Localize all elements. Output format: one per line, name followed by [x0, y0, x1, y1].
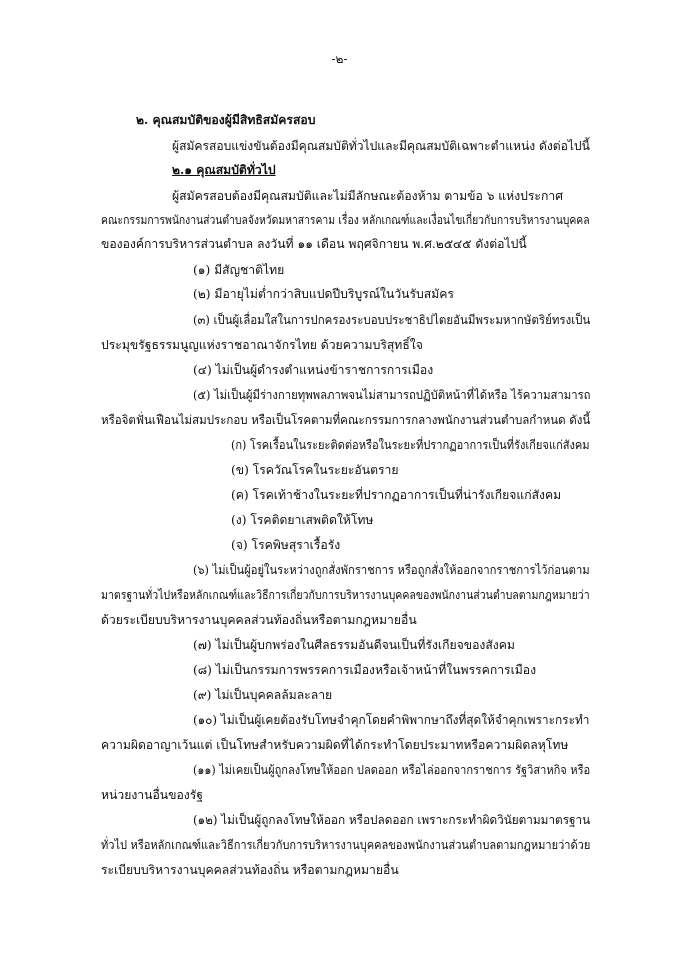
- text-line: ประมุขรัฐธรรมนูญแห่งราชอาณาจักรไทย ด้วยความบริสุทธิ์ใจ: [101, 338, 423, 352]
- subsection-heading: ๒.๑ คุณสมบัติทั่วไป: [172, 163, 276, 177]
- text-line: ระเบียบบริหารงานบุคคลส่วนท้องถิ่น หรือตามกฎหมายอื่น: [101, 863, 399, 877]
- list-item: (๘) ไม่เป็นกรรมการพรรคการเมืองหรือเจ้าหน้าที่ในพรรคการเมือง: [193, 663, 537, 677]
- list-item: (๑) มีสัญชาติไทย: [193, 263, 285, 277]
- list-item: (๖) ไม่เป็นผู้อยู่ในระหว่างถูกสั่งพักราชการ หรือถูกสั่งให้ออกจากราชการไว้ก่อนตาม: [193, 563, 590, 577]
- sub-list-item: (ค) โรคเท้าช้างในระยะที่ปรากฏอาการเป็นที่น่ารังเกียจแก่สังคม: [231, 488, 562, 502]
- page-number: -๒-: [331, 52, 348, 66]
- text-line: หรือจิตฟั่นเฟือนไม่สมประกอบ หรือเป็นโรคตามที่คณะกรรมการกลางพนักงานส่วนตำบลกำหนด ดังนี้: [101, 413, 591, 427]
- text-line: ทั่วไป หรือหลักเกณฑ์และวิธีการเกี่ยวกับการบริหารงานบุคคลของพนักงานส่วนตำบลตามกฎหมายว่าด้วย: [101, 838, 591, 852]
- list-item: (๕) ไม่เป็นผู้มีร่างกายทุพพลภาพจนไม่สามารถปฏิบัติหน้าที่ได้หรือ ไร้ความสามารถ: [193, 388, 591, 402]
- list-item: (๙) ไม่เป็นบุคคลล้มละลาย: [193, 688, 333, 702]
- list-item: (๑๑) ไม่เคยเป็นผู้ถูกลงโทษให้ออก ปลดออก หรือไล่ออกจากราชการ รัฐวิสาหกิจ หรือ: [193, 763, 591, 777]
- text-line: ผู้สมัครสอบแข่งขันต้องมีคุณสมบัติทั่วไปและมีคุณสมบัติเฉพาะตำแหน่ง ดังต่อไปนี้: [172, 139, 590, 153]
- text-line: ด้วยระเบียบบริหารงานบุคคลส่วนท้องถิ่นหรือตามกฎหมายอื่น: [101, 613, 417, 627]
- sub-list-item: (ง) โรคติดยาเสพติดให้โทษ: [231, 513, 374, 527]
- list-item: (๓) เป็นผู้เลื่อมใสในการปกครองระบอบประชาธิปไตยอันมีพระมหากษัตริย์ทรงเป็น: [193, 313, 591, 327]
- list-item: (๑๐) ไม่เป็นผู้เคยต้องรับโทษจำคุกโดยคำพิพากษาถึงที่สุดให้จำคุกเพราะกระทำ: [193, 713, 590, 727]
- list-item: (๔) ไม่เป็นผู้ดำรงตำแหน่งข้าราชการการเมือง: [193, 363, 434, 377]
- list-item: (๒) มีอายุไม่ต่ำกว่าสิบแปดปีบริบูรณ์ในวันรับสมัคร: [193, 287, 454, 301]
- sub-list-item: (ก) โรคเรื้อนในระยะติดต่อหรือในระยะที่ปรากฏอาการเป็นที่รังเกียจแก่สังคม: [231, 438, 590, 452]
- list-item: (๑๒) ไม่เป็นผู้ถูกลงโทษให้ออก หรือปลดออก เพราะกระทำผิดวินัยตามมาตรฐาน: [193, 813, 591, 827]
- text-line: ขององค์การบริหารส่วนตำบล ลงวันที่ ๑๑ เดือน พฤศจิกายน พ.ศ.๒๕๔๕ ดังต่อไปนี้: [101, 237, 527, 251]
- text-line: มาตรฐานทั่วไปหรือหลักเกณฑ์และวิธีการเกี่ยวกับการบริหารงานบุคคลของพนักงานส่วนตำบลตามกฎหมายว่า: [101, 588, 590, 602]
- text-line: หน่วยงานอื่นของรัฐ: [101, 788, 203, 802]
- section-heading: ๒. คุณสมบัติของผู้มีสิทธิสมัครสอบ: [136, 113, 316, 127]
- text-line: ความผิดอาญาเว้นแต่ เป็นโทษสำหรับความผิดที่ได้กระทำโดยประมาทหรือความผิดลหุโทษ: [101, 738, 569, 752]
- text-line: คณะกรรมการพนักงานส่วนตำบลจังหวัดมหาสารคาม เรื่อง หลักเกณฑ์และเงื่อนไขเกี่ยวกับการบริหารงานบุคคล: [101, 213, 590, 227]
- sub-list-item: (จ) โรคพิษสุราเรื้อรัง: [231, 538, 341, 552]
- list-item: (๗) ไม่เป็นผู้บกพร่องในศีลธรรมอันดีจนเป็นที่รังเกียจของสังคม: [193, 638, 515, 652]
- sub-list-item: (ข) โรควัณโรคในระยะอันตราย: [231, 463, 399, 477]
- text-line: ผู้สมัครสอบต้องมีคุณสมบัติและไม่มีลักษณะต้องห้าม ตามข้อ ๖ แห่งประกาศ: [172, 189, 563, 203]
